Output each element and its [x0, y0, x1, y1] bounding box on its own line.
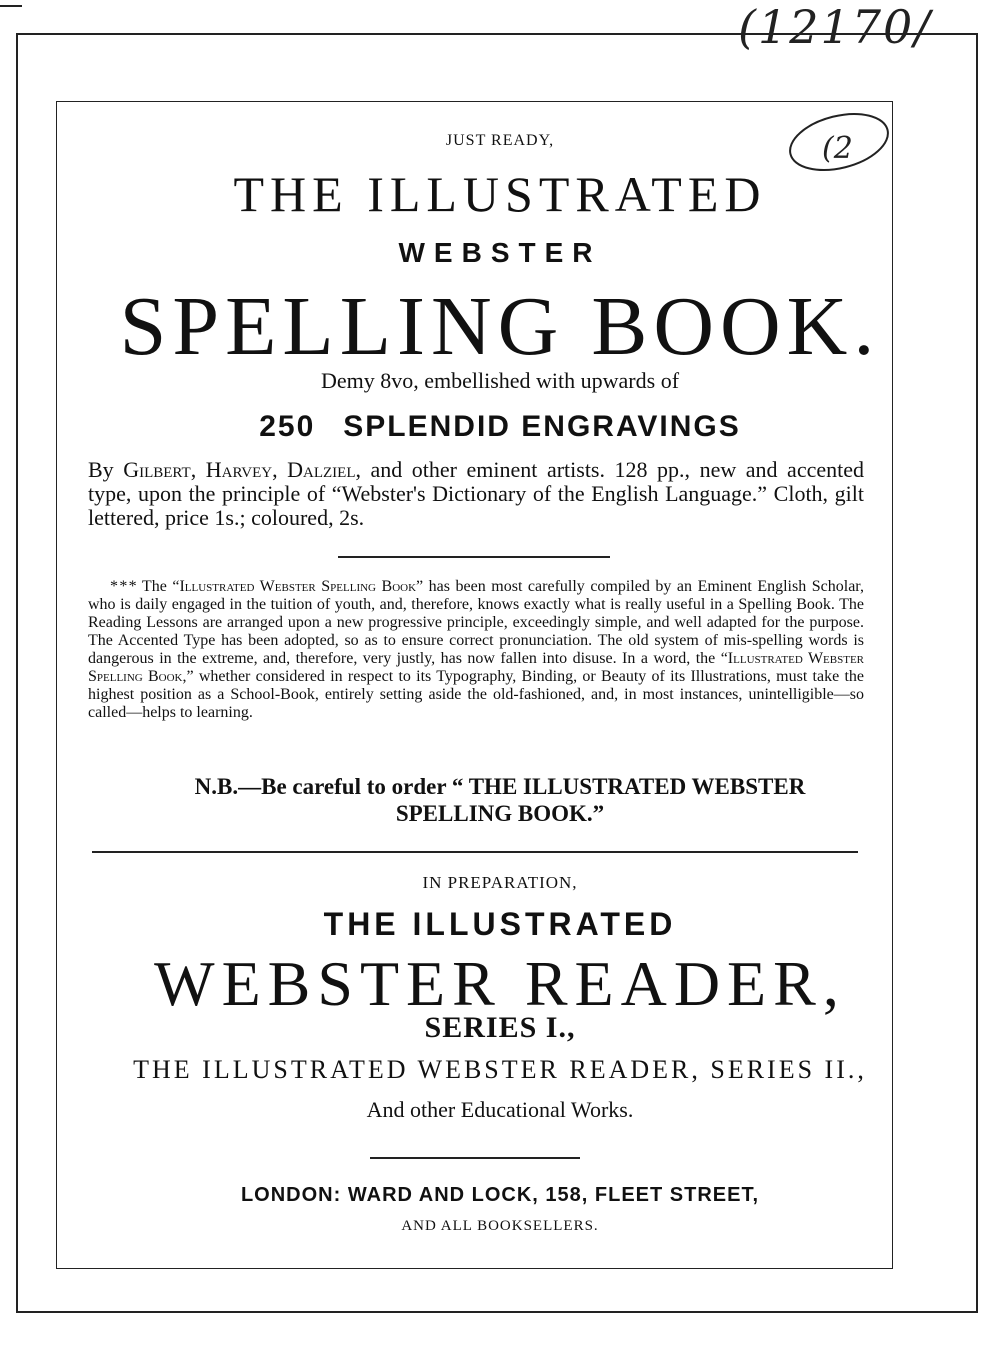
- reader-series-2: THE ILLUSTRATED WEBSTER READER, SERIES II.,: [133, 1055, 867, 1084]
- note-part-2: ” whether considered in respect to its Typography, Binding, or Beauty of its Illustrations, must take the highest position as a School-Book, entirely setting aside the old-fashioned, and, in most instances, unintelligible—so called—helps to learning.: [88, 668, 864, 721]
- title-line-1: THE ILLUSTRATED: [233, 166, 767, 222]
- nota-bene-line-2: SPELLING BOOK.”: [395, 801, 605, 826]
- reader-title-line-2: WEBSTER READER,: [154, 948, 846, 1019]
- note-book-name: Illustrated Webster Spelling Book: [179, 578, 417, 595]
- publisher-address: LONDON: WARD AND LOCK, 158, FLEET STREET,: [240, 1184, 760, 1206]
- just-ready-label: JUST READY,: [445, 132, 555, 149]
- reader-series-1: SERIES I.,: [424, 1011, 576, 1044]
- title-line-3: SPELLING BOOK.: [119, 280, 881, 373]
- divider-1: [338, 556, 610, 558]
- note-intro: The “: [141, 578, 180, 595]
- authorship-details: and other eminent artists. 128 pp., new and accented type, upon the principle of “Webster's Dictionary of the English Language.” Cloth, gilt lettered, price 1s.; coloured, 2s.: [88, 457, 864, 530]
- circled-mark-text: (2: [822, 131, 853, 166]
- authorship-paragraph: [88, 458, 864, 530]
- reader-title-line-1: THE ILLUSTRATED: [323, 906, 677, 942]
- nota-bene: [0, 773, 1000, 827]
- artist-names: Gilbert, Harvey, Dalziel,: [123, 457, 361, 482]
- handwritten-catalog-number: (12170/: [738, 0, 932, 54]
- other-works: And other Educational Works.: [366, 1097, 634, 1122]
- divider-2: [92, 851, 858, 853]
- engravings-heading: [0, 410, 1000, 444]
- engravings-count: 250: [259, 410, 316, 443]
- booksellers-line: AND ALL BOOKSELLERS.: [401, 1218, 599, 1234]
- by-prefix: By: [88, 457, 114, 482]
- description-note: [88, 578, 864, 722]
- engravings-label: SPLENDID ENGRAVINGS: [343, 410, 741, 443]
- title-line-2: WEBSTER: [398, 237, 602, 268]
- asterism: * * *: [110, 578, 137, 595]
- in-preparation-label: IN PREPARATION,: [422, 873, 578, 892]
- format-description: Demy 8vo, embellished with upwards of: [320, 368, 680, 393]
- note-part-1: ” has been most carefully compiled by an Eminent English Scholar, who is daily engaged in the tuition of youth, and, therefore, knows exactly what is really useful in a Spelling Book. The Reading Lessons are arranged upon a new progressive principle, exceedingly simple, and well adapted for the purpose. The Accented Type has been adopted, so as to ensure correct pronunciation. The old system of mis-spelling words is dangerous in the extreme, and, therefore, very justly, has now fallen into disuse. In a word, the “: [88, 578, 864, 667]
- divider-3: [370, 1157, 580, 1159]
- corner-rule: [0, 5, 22, 7]
- nota-bene-line-1: N.B.—Be careful to order “ THE ILLUSTRATED WEBSTER: [194, 774, 806, 799]
- note-book-name-2: Illustrated Webster Spelling Book,: [88, 650, 864, 685]
